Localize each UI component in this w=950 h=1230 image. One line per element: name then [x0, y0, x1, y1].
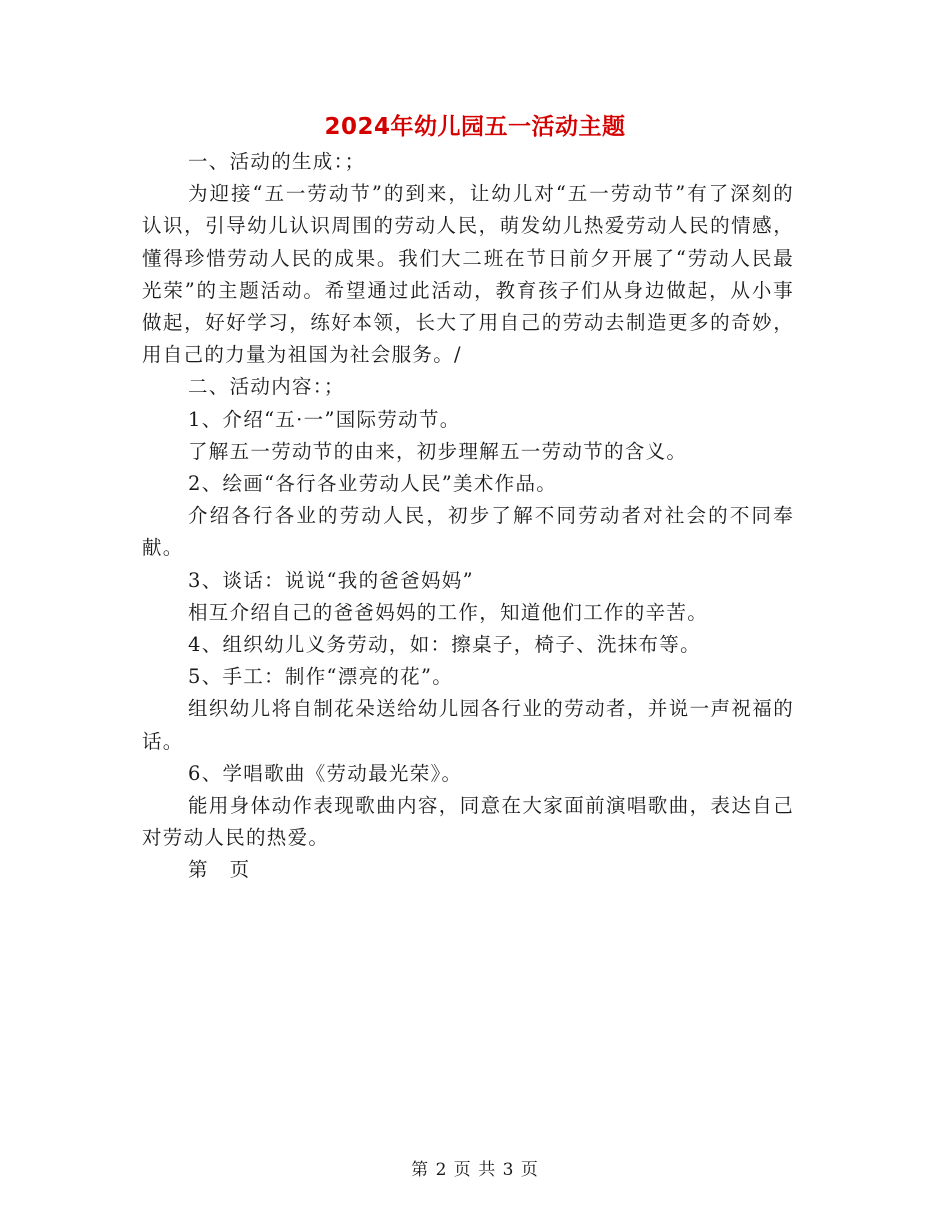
activity-item-1: 1、介绍“五·一”国际劳动节。 — [188, 407, 461, 431]
section-heading-generation: 一、活动的生成：； — [188, 150, 366, 173]
activity-desc-1: 了解五一劳动节的由来，初步理解五一劳动节的含义。 — [188, 439, 688, 463]
activity-desc-6: 能用身体动作表现歌曲内容，同意在大家面前演唱歌曲，表达自己对劳动人民的热爱。 — [142, 794, 794, 850]
activity-desc-3: 相互介绍自己的爸爸妈妈的工作，知道他们工作的辛苦。 — [188, 600, 709, 624]
activity-desc-5: 组织幼儿将自制花朵送给幼儿园各行业的劳动者，并说一声祝福的话。 — [142, 697, 794, 753]
intro-paragraph: 为迎接“五一劳动节”的到来，让幼儿对“五一劳动节”有了深刻的认识，引导幼儿认识周围的劳动人民，萌发幼儿热爱劳动人民的情感，懂得珍惜劳动人民的成果。我们大二班在节日前夕开展了“劳动人民最光荣”的主题活动。希望通过此活动，教育孩子们从身边做起，从小事做起，好好学习，练好本领，长大了用自己的劳动去制造更多的奇妙，用自己的力量为祖国为社会服务。/ — [142, 182, 794, 367]
activity-item-6: 6、学唱歌曲《劳动最光荣》。 — [188, 761, 463, 785]
activity-item-4: 4、组织幼儿义务劳动，如：擦桌子，椅子、洗抹布等。 — [188, 633, 701, 657]
activity-item-5: 5、手工：制作“漂亮的花”。 — [188, 665, 454, 689]
document-body — [142, 146, 794, 887]
section-heading-content: 二、活动内容：； — [188, 375, 345, 399]
page-marker: 第 页 — [188, 858, 251, 882]
activity-item-2: 2、绘画“各行各业劳动人民”美术作品。 — [188, 472, 558, 496]
document-title: 2024年幼儿园五一活动主题 — [324, 114, 626, 140]
activity-item-3: 3、谈话：说说“我的爸爸妈妈” — [188, 568, 474, 592]
page-footer: 第 2 页 共 3 页 — [411, 1160, 539, 1180]
activity-desc-2: 介绍各行各业的劳动人民，初步了解不同劳动者对社会的不同奉献。 — [142, 504, 794, 560]
